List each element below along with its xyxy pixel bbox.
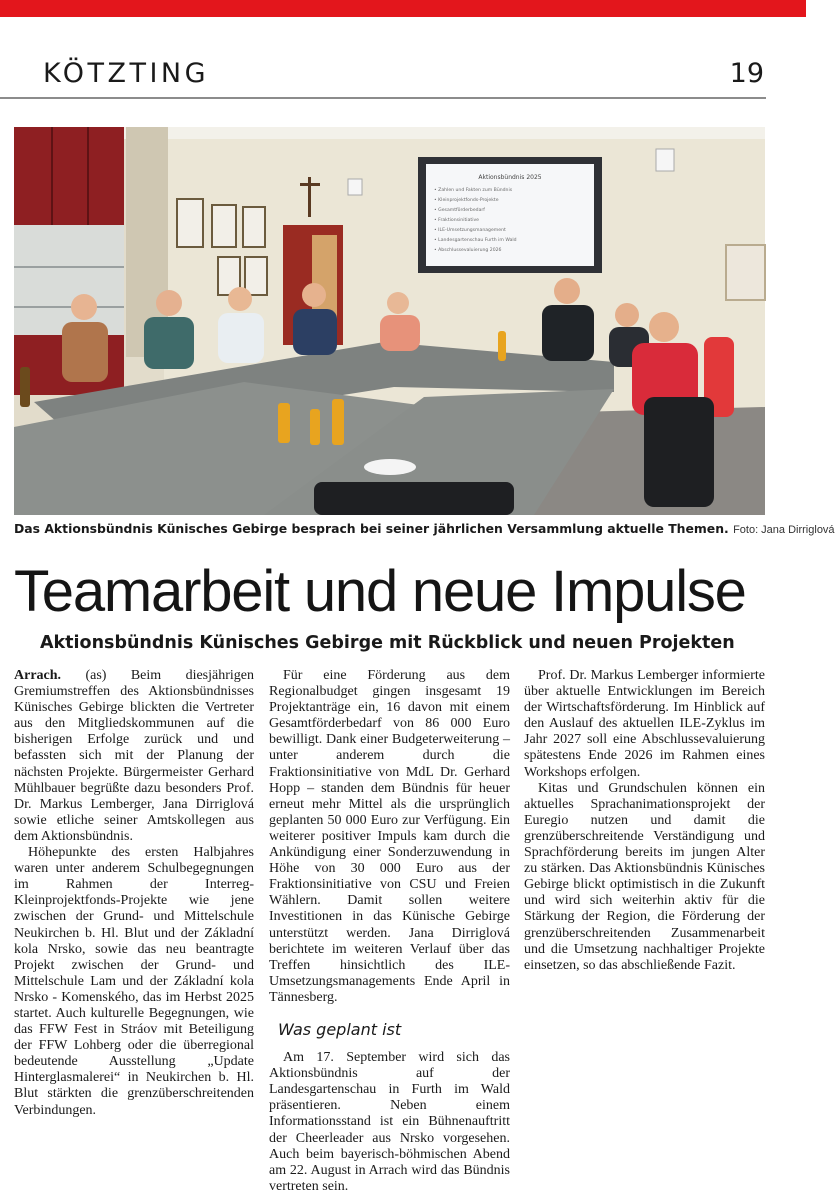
article-subheading: Was geplant ist (278, 1019, 402, 1039)
slide-line: • Zahlen und Fakten zum Bündnis (434, 188, 513, 193)
slide-line: • Fraktionsinitiative (434, 218, 480, 223)
article-subheadline: Aktionsbündnis Künisches Gebirge mit Rückblick und neuen Projekten (40, 633, 735, 653)
slide-line: • Landesgartenschau Furth im Wald (434, 238, 517, 243)
section-title: KÖTZTING (43, 58, 210, 89)
slide-title: Aktionsbündnis 2025 (478, 174, 542, 181)
slide-line: • Gesamtförderbedarf (434, 208, 485, 213)
article-paragraph: Höhepunkte des ersten Halbjahres waren unter anderem Schulbegegnungen im Rahmen der Interreg-Kleinprojektfonds-Projekte wie jene zwischen der Grund- und Mittelschule Neukirchen b. Hl. Blut und der Základní kola Nrsko, sowie das neu beantragte Projekt zwischen der Grund- und Mittelschule Lam und der Základní kola Nrsko - Komenského, das im Herbst 2025 startet. Auch kulturelle Begegnungen, wie das FFW Fest in Stráov mit Beteiligung der FFW Lohberg oder die überregional bedeutende Ausstellung „Update Hinterglasmalerei“ in Neukirchen b. Hl. Blut stärkten die grenzüberschreitenden Verbindungen. (14, 845, 254, 1118)
header-rule (0, 97, 766, 99)
dateline: Arrach. (14, 668, 62, 683)
slide-line: • ILE-Umsetzungsmanagement (434, 228, 506, 233)
article-column-2 (269, 668, 510, 1195)
caption-text: Das Aktionsbündnis Künisches Gebirge besprach bei seiner jährlichen Versammlung aktuelle Themen. (14, 521, 729, 536)
article-paragraph: Am 17. September wird sich das Aktionsbündnis auf der Landesgartenschau in Furth im Wald präsentieren. Neben einem Informationsstand ist ein Bühnenauftritt der Cheerleader aus Nrsko vorgesehen. Auch beim bayerisch-böhmischen Abend am 22. August in Arrach wird das Bündnis vertreten sein. (269, 1050, 510, 1194)
slide-line: • Abschlussevaluierung 2026 (434, 248, 502, 253)
article-paragraph: Kitas und Grundschulen können ein aktuelles Sprachanimationsprojekt der Euregio nutzen und damit die grenzüberschreitende Verständigung und Sprachförderung bereits im jungen Alter zu stärken. Das Aktionsbündnis Künisches Gebirge blickt optimistisch in die Zukunft und wird sich weiterhin aktiv für die Stärkung der Region, die Förderung der grenzüberschreitenden Zusammenarbeit und die Umsetzung nachhaltiger Projekte einsetzen, so das abschließende Fazit. (524, 780, 765, 973)
article-column-3 (524, 668, 765, 974)
photo-credit: Foto: Jana Dirriglová (733, 524, 835, 536)
top-color-bar (0, 0, 806, 17)
photo-caption (14, 521, 835, 536)
paragraph-text: (as) Beim diesjährigen Gremiumstreffen des Aktionsbündnisses Künisches Gebirge blickten die Vertreter aus den Mitgliedskommunen auf die bisherigen Erfolge zurück und und befassten sich mit der Planung der nächsten Projekte. Bürgermeister Gerhard Mühlbauer begrüßte dazu besonders Prof. Dr. Markus Lemberger, Jana Dirriglová sowie etliche seiner Amtskollegen aus dem Aktionsbündnis. (14, 668, 254, 844)
slide-line: • Kleinprojektfonds-Projekte (434, 198, 499, 203)
article-paragraph: Prof. Dr. Markus Lemberger informierte über aktuelle Entwicklungen im Bereich der Wirtschaftsförderung. Im Hinblick auf den Auslauf des aktuellen ILE-Zyklus im Jahr 2027 soll eine Abschlussevaluierung spätestens Ende 2026 im Rahmen eines Workshops erfolgen. (524, 668, 765, 780)
article-column-1 (14, 668, 254, 1119)
page-number: 19 (729, 58, 764, 89)
article-headline: Teamarbeit und neue Impulse (14, 559, 746, 624)
article-paragraph: Für eine Förderung aus dem Regionalbudget gingen insgesamt 19 Projektanträge ein, 16 davon mit einem Gesamtförderbedarf von 86 000 Euro bewilligt. Dank einer Budgeterweiterung – unter anderem durch die Fraktionsinitiative von MdL Dr. Gerhard Hopp – standen dem Bündnis für heuer erneut mehr Mittel als die ursprünglich geplanten 50 000 Euro zur Verfügung. Ein weiterer positiver Impuls kam durch die Ankündigung einer Sonderzuwendung in Höhe von 30 000 Euro aus der Fraktionsinitiative von CSU und Freien Wählern. Damit sollen weitere Investitionen in das Künische Gebirge unterstützt werden. Jana Dirriglová berichtete im weiteren Verlauf über das Treffen hinsichtlich des ILE-Umsetzungsmanagements Ende April in Tännesberg. (269, 668, 510, 1005)
group-meeting-photo (14, 127, 765, 515)
article-paragraph (14, 668, 254, 845)
